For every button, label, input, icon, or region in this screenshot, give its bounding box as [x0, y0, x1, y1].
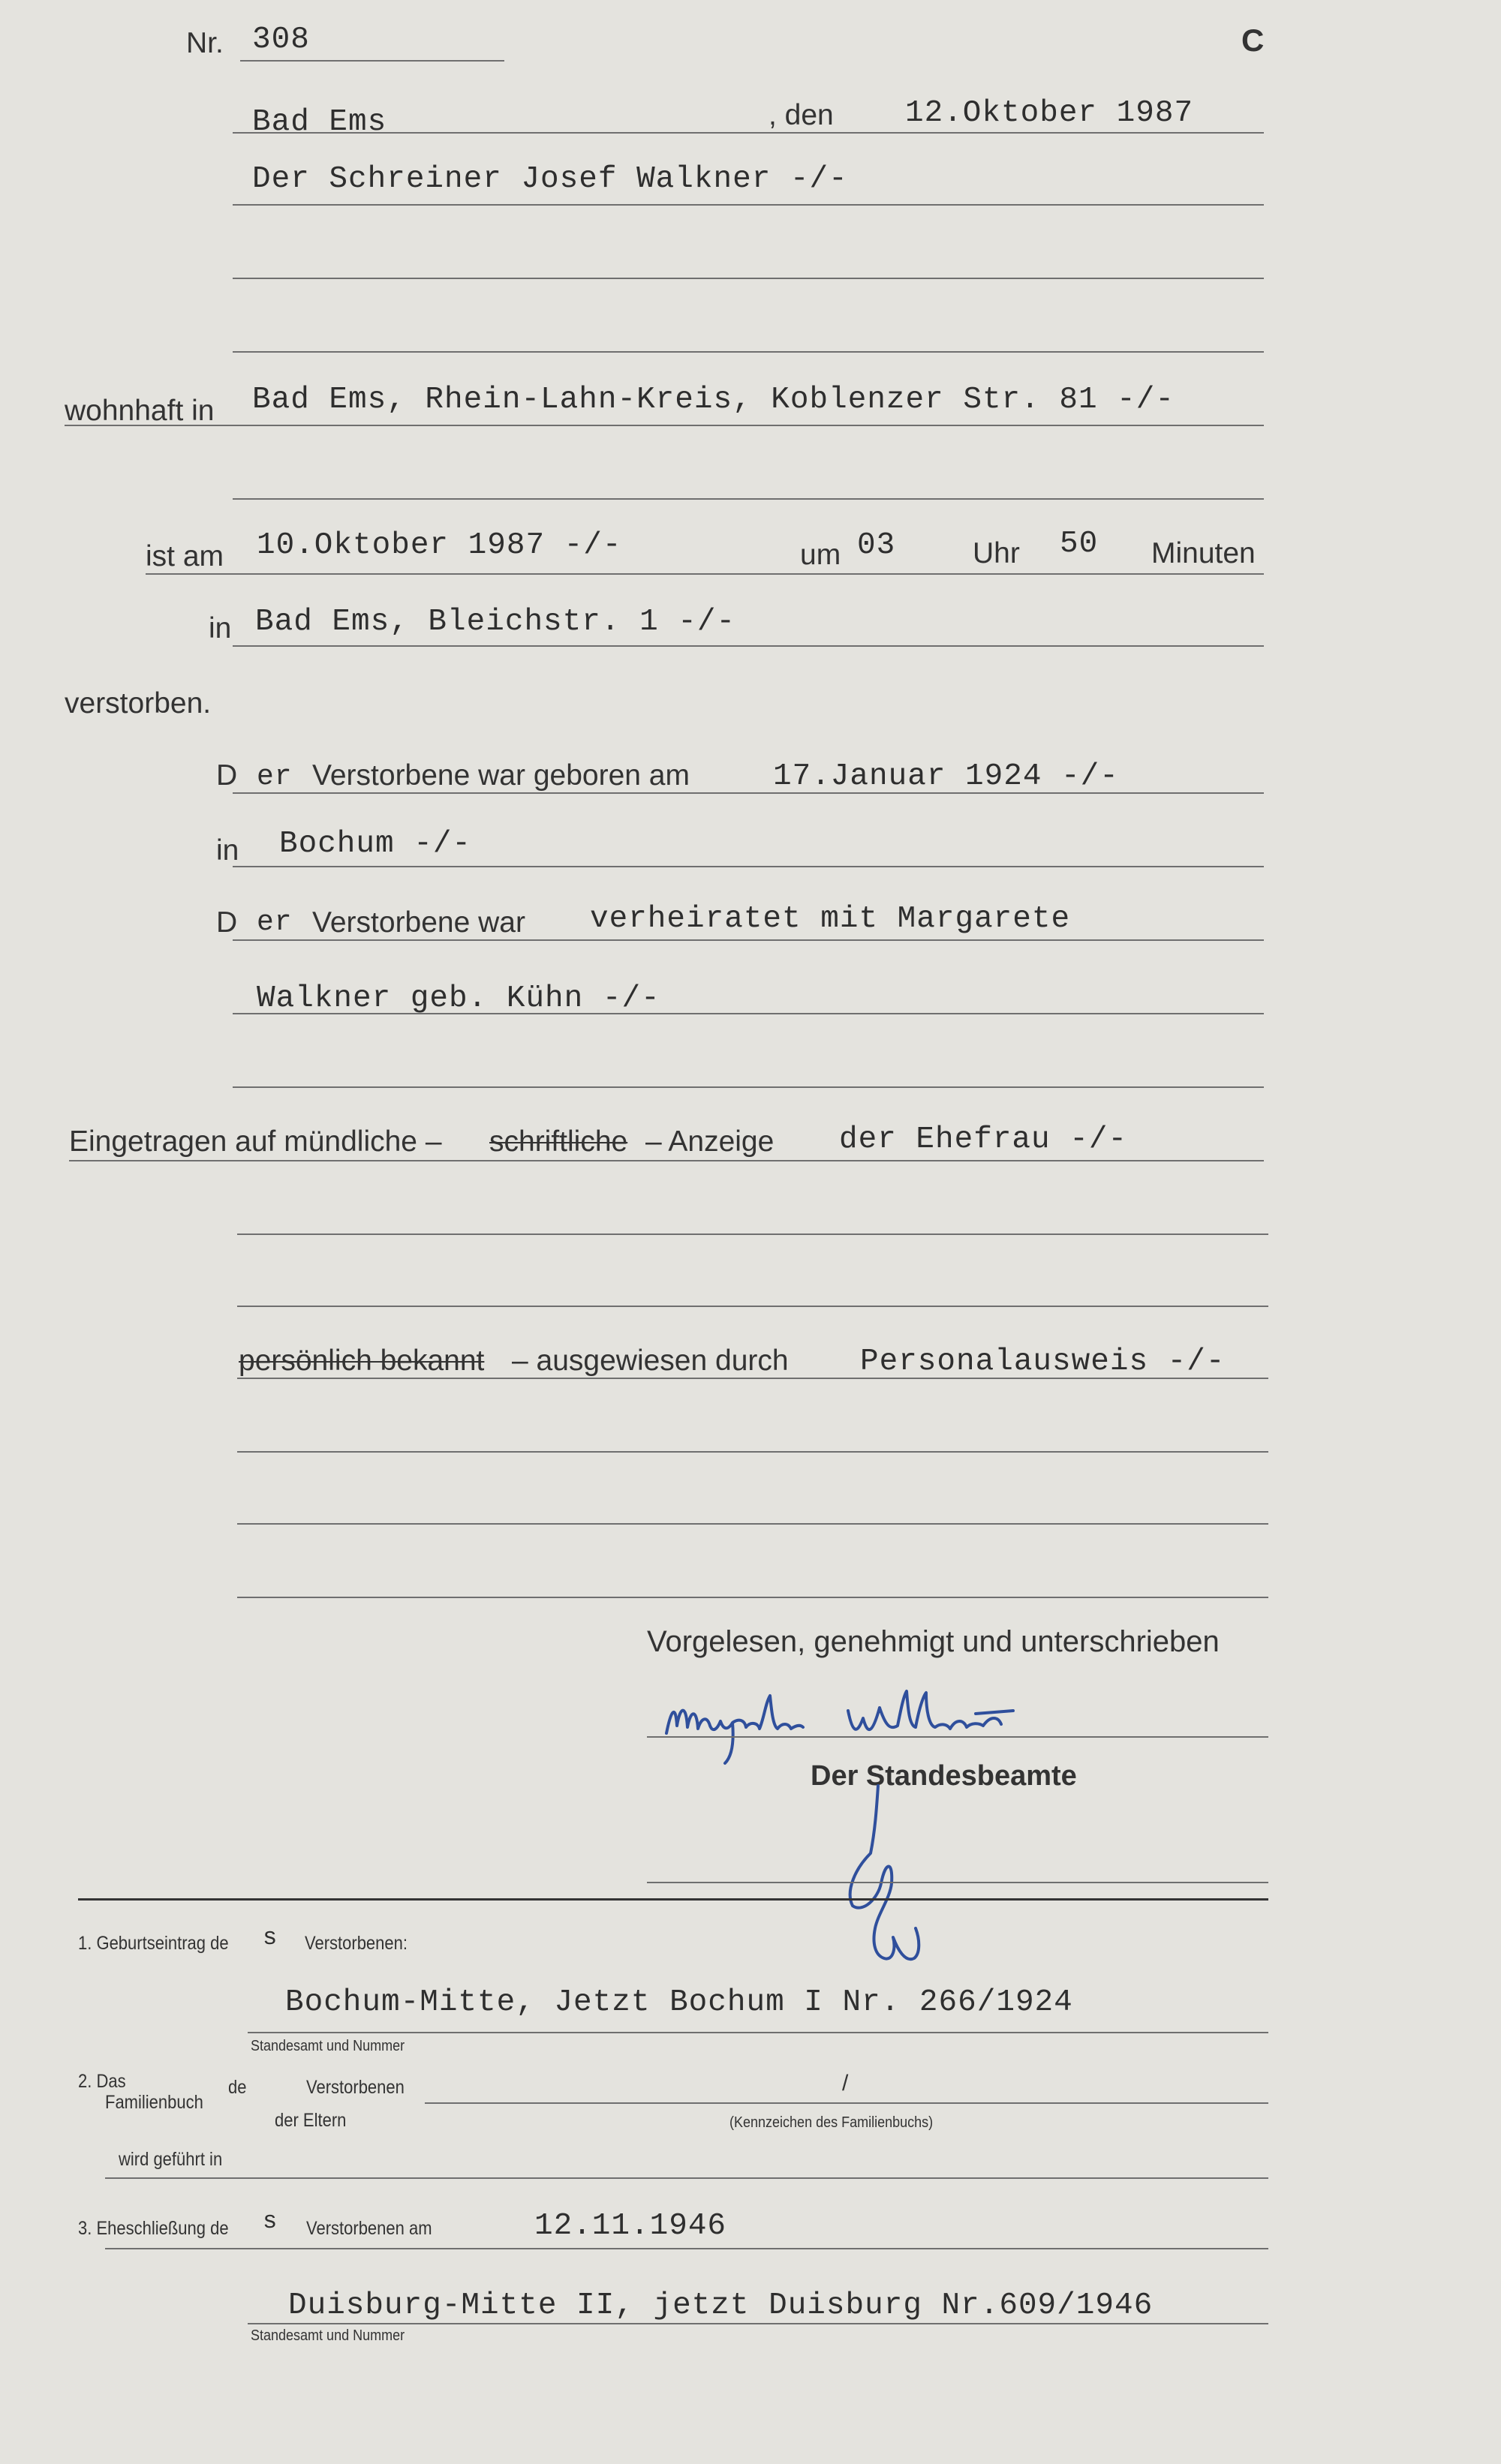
death-place-value: Bad Ems, Bleichstr. 1 -/- [255, 605, 736, 639]
ist-am-line [146, 573, 1264, 575]
born-d: D [216, 759, 238, 792]
informant-signature [660, 1681, 1081, 1771]
date-value: 12.Oktober 1987 [905, 96, 1194, 131]
f2-familienbuch: Familienbuch [105, 2092, 203, 2113]
married-value-1: verheiratet mit Margarete [590, 902, 1071, 936]
ausgewiesen-line [237, 1378, 1268, 1379]
married-d: D [216, 906, 238, 939]
place-value: Bad Ems [252, 105, 387, 140]
uhr-label: Uhr [973, 537, 1020, 569]
bekannt-struck: persönlich bekannt [239, 1345, 485, 1377]
born-label: Verstorbene war geboren am [312, 759, 690, 792]
person-line-2 [233, 278, 1264, 279]
nr-value: 308 [252, 23, 310, 57]
death-date-value: 10.Oktober 1987 -/- [257, 528, 622, 563]
informant-signature-line [647, 1736, 1268, 1738]
wohnhaft-line [65, 425, 1264, 426]
f3-place-line [248, 2323, 1268, 2324]
anzeige-label: – Anzeige [645, 1125, 775, 1158]
f2-num: 2. Das [78, 2071, 126, 2092]
den-label: , den [769, 99, 834, 131]
married-er: er [257, 906, 293, 939]
f1-s: s [263, 1924, 278, 1952]
ausgewiesen-line-3 [237, 1523, 1268, 1525]
f1-value: Bochum-Mitte, Jetzt Bochum I Nr. 266/1924 [285, 1985, 1073, 2020]
ausgewiesen-label: – ausgewiesen durch [512, 1345, 789, 1377]
um-label: um [800, 539, 841, 571]
death-place-line [233, 645, 1264, 647]
birth-in-label: in [216, 834, 239, 867]
f3-date-line [105, 2248, 1268, 2249]
f3-caption: Standesamt und Nummer [251, 2327, 405, 2344]
f2-caption: (Kennzeichen des Familienbuchs) [729, 2114, 934, 2131]
birth-date-line [233, 792, 1264, 794]
f1-label-a: 1. Geburtseintrag de [78, 1933, 229, 1954]
footer-separator [78, 1898, 1268, 1901]
date-line [233, 132, 1264, 134]
f2-gefuehrt: wird geführt in [119, 2149, 223, 2170]
wohnhaft-value: Bad Ems, Rhein-Lahn-Kreis, Koblenzer Str. 81 -/- [252, 383, 1175, 417]
f2-verstorbenen: Verstorbenen [306, 2077, 405, 2098]
f2-eltern: der Eltern [275, 2110, 347, 2131]
married-line-1 [233, 939, 1264, 941]
birth-date-value: 17.Januar 1924 -/- [773, 759, 1119, 794]
verstorben-label: verstorben. [65, 687, 212, 720]
f1-label-b: Verstorbenen: [305, 1933, 408, 1954]
f3-label-b: Verstorbenen am [306, 2218, 432, 2239]
official-signature [803, 1778, 953, 1973]
in-label: in [209, 612, 232, 645]
married-line-3 [233, 1086, 1264, 1088]
minuten-label: Minuten [1151, 537, 1256, 569]
f2-gefuehrt-line [105, 2177, 1268, 2179]
married-value-2: Walkner geb. Kühn -/- [257, 981, 660, 1016]
hour-value: 03 [857, 528, 896, 563]
married-label: Verstorbene war [312, 906, 525, 939]
ausgewiesen-line-2 [237, 1451, 1268, 1453]
eingetragen-line [69, 1160, 1264, 1161]
nr-label: Nr. [186, 27, 224, 59]
married-line-2 [233, 1013, 1264, 1014]
f3-s: s [263, 2207, 278, 2235]
born-er: er [257, 761, 293, 793]
f2-slash: / [842, 2071, 849, 2096]
official-signature-line [647, 1882, 1268, 1883]
anzeige-value: der Ehefrau -/- [839, 1122, 1128, 1157]
wohnhaft-line-2 [233, 498, 1264, 500]
ausgewiesen-value: Personalausweis -/- [860, 1345, 1226, 1379]
f1-line [248, 2032, 1268, 2033]
minutes-value: 50 [1060, 527, 1099, 561]
f1-caption: Standesamt und Nummer [251, 2038, 405, 2054]
f3-place: Duisburg-Mitte II, jetzt Duisburg Nr.609/1946 [288, 2288, 1154, 2323]
f2-line [425, 2102, 1268, 2104]
vorgelesen-label: Vorgelesen, genehmigt und unterschrieben [647, 1625, 1220, 1658]
eingetragen-label: Eingetragen auf mündliche – [69, 1125, 442, 1158]
wohnhaft-label: wohnhaft in [65, 395, 215, 427]
birth-place-value: Bochum -/- [279, 827, 472, 861]
nr-underline [240, 60, 504, 62]
eingetragen-line-3 [237, 1306, 1268, 1307]
birth-place-line [233, 866, 1264, 867]
f2-de: de [228, 2077, 247, 2098]
ausgewiesen-line-4 [237, 1597, 1268, 1598]
person-line-3 [233, 351, 1264, 353]
person-line-1 [233, 204, 1264, 206]
schriftliche-struck: schriftliche [489, 1125, 628, 1158]
ist-am-label: ist am [146, 540, 224, 572]
f3-label-a: 3. Eheschließung de [78, 2218, 229, 2239]
eingetragen-line-2 [237, 1234, 1268, 1235]
person-value: Der Schreiner Josef Walkner -/- [252, 162, 848, 197]
standesbeamte-label: Der Standesbeamte [811, 1760, 1077, 1792]
f3-date: 12.11.1946 [534, 2209, 727, 2243]
corner-letter: C [1241, 23, 1265, 58]
